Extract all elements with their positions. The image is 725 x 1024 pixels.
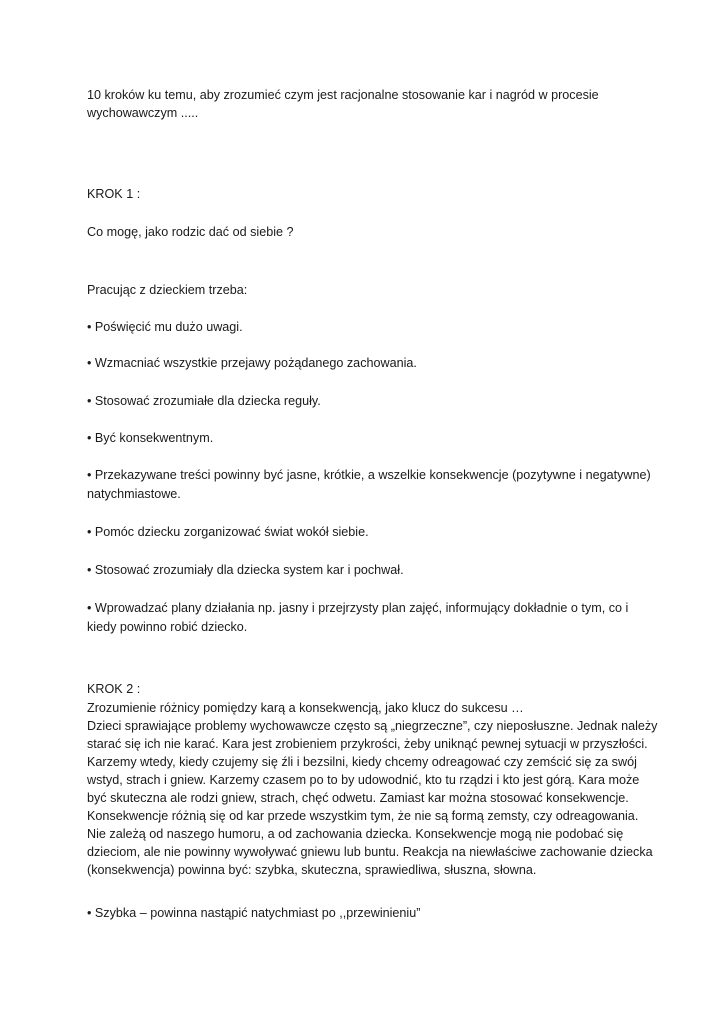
bullet-item: • Wzmacniać wszystkie przejawy pożądanego zachowania. — [87, 356, 417, 370]
paragraph-line: (konsekwencja) powinna być: szybka, skuteczna, sprawiedliwa, słuszna, słowna. — [87, 863, 537, 877]
bullet-item: • Szybka – powinna nastąpić natychmiast po ,,przewinieniu” — [87, 906, 421, 920]
bullet-item: • Przekazywane treści powinny być jasne, krótkie, a wszelkie konsekwencje (pozytywne i negatywne) — [87, 468, 651, 482]
intro-line-1: 10 kroków ku temu, aby zrozumieć czym jest racjonalne stosowanie kar i nagród w procesie — [87, 88, 599, 102]
paragraph-line: dzieciom, ale nie powinny wywoływać gniewu lub buntu. Reakcja na niewłaściwe zachowanie dziecka — [87, 845, 653, 859]
paragraph-line: starać się ich nie karać. Kara jest zrobieniem przykrości, żeby uniknąć pewnej sytuacji w przyszłości. — [87, 737, 648, 751]
bullet-item: • Poświęcić mu dużo uwagi. — [87, 320, 243, 334]
bullet-item: • Stosować zrozumiałe dla dziecka reguły. — [87, 394, 321, 408]
step-2-heading: KROK 2 : — [87, 682, 141, 696]
bullet-item-continuation: kiedy powinno robić dziecko. — [87, 620, 248, 634]
paragraph-line: Dzieci sprawiające problemy wychowawcze często są „niegrzeczne”, czy nieposłuszne. Jednak należy — [87, 719, 658, 733]
paragraph-line: wstyd, strach i gniew. Karzemy czasem po to by udowodnić, kto tu rządzi i kto jest górą. Kara może — [87, 773, 640, 787]
bullet-item: • Być konsekwentnym. — [87, 431, 214, 445]
paragraph-line: Karzemy wtedy, kiedy czujemy się źli i bezsilni, kiedy chcemy odreagować czy zemścić się za swój — [87, 755, 637, 769]
step-1-heading: KROK 1 : — [87, 187, 141, 201]
paragraph-line: być skuteczna ale rodzi gniew, strach, chęć odwetu. Zamiast kar można stosować konsekwencje. — [87, 791, 629, 805]
paragraph-line: Zrozumienie różnicy pomiędzy karą a konsekwencją, jako klucz do sukcesu … — [87, 701, 524, 715]
bullet-item: • Wprowadzać plany działania np. jasny i przejrzysty plan zajęć, informujący dokładnie o tym, co i — [87, 601, 629, 615]
bullet-item: • Pomóc dziecku zorganizować świat wokół siebie. — [87, 525, 369, 539]
bullet-item-continuation: natychmiastowe. — [87, 487, 181, 501]
paragraph-line: Konsekwencje różnią się od kar przede wszystkim tym, że nie są formą zemsty, czy odreagowania. — [87, 809, 639, 823]
bullet-item: • Stosować zrozumiały dla dziecka system kar i pochwał. — [87, 563, 404, 577]
paragraph-line: Nie zależą od naszego humoru, a od zachowania dziecka. Konsekwencje mogą nie podobać się — [87, 827, 624, 841]
intro-line-2: wychowawczym ..... — [87, 106, 199, 120]
step-1-question: Co mogę, jako rodzic dać od siebie ? — [87, 225, 294, 239]
step-1-lead: Pracując z dzieckiem trzeba: — [87, 283, 248, 297]
